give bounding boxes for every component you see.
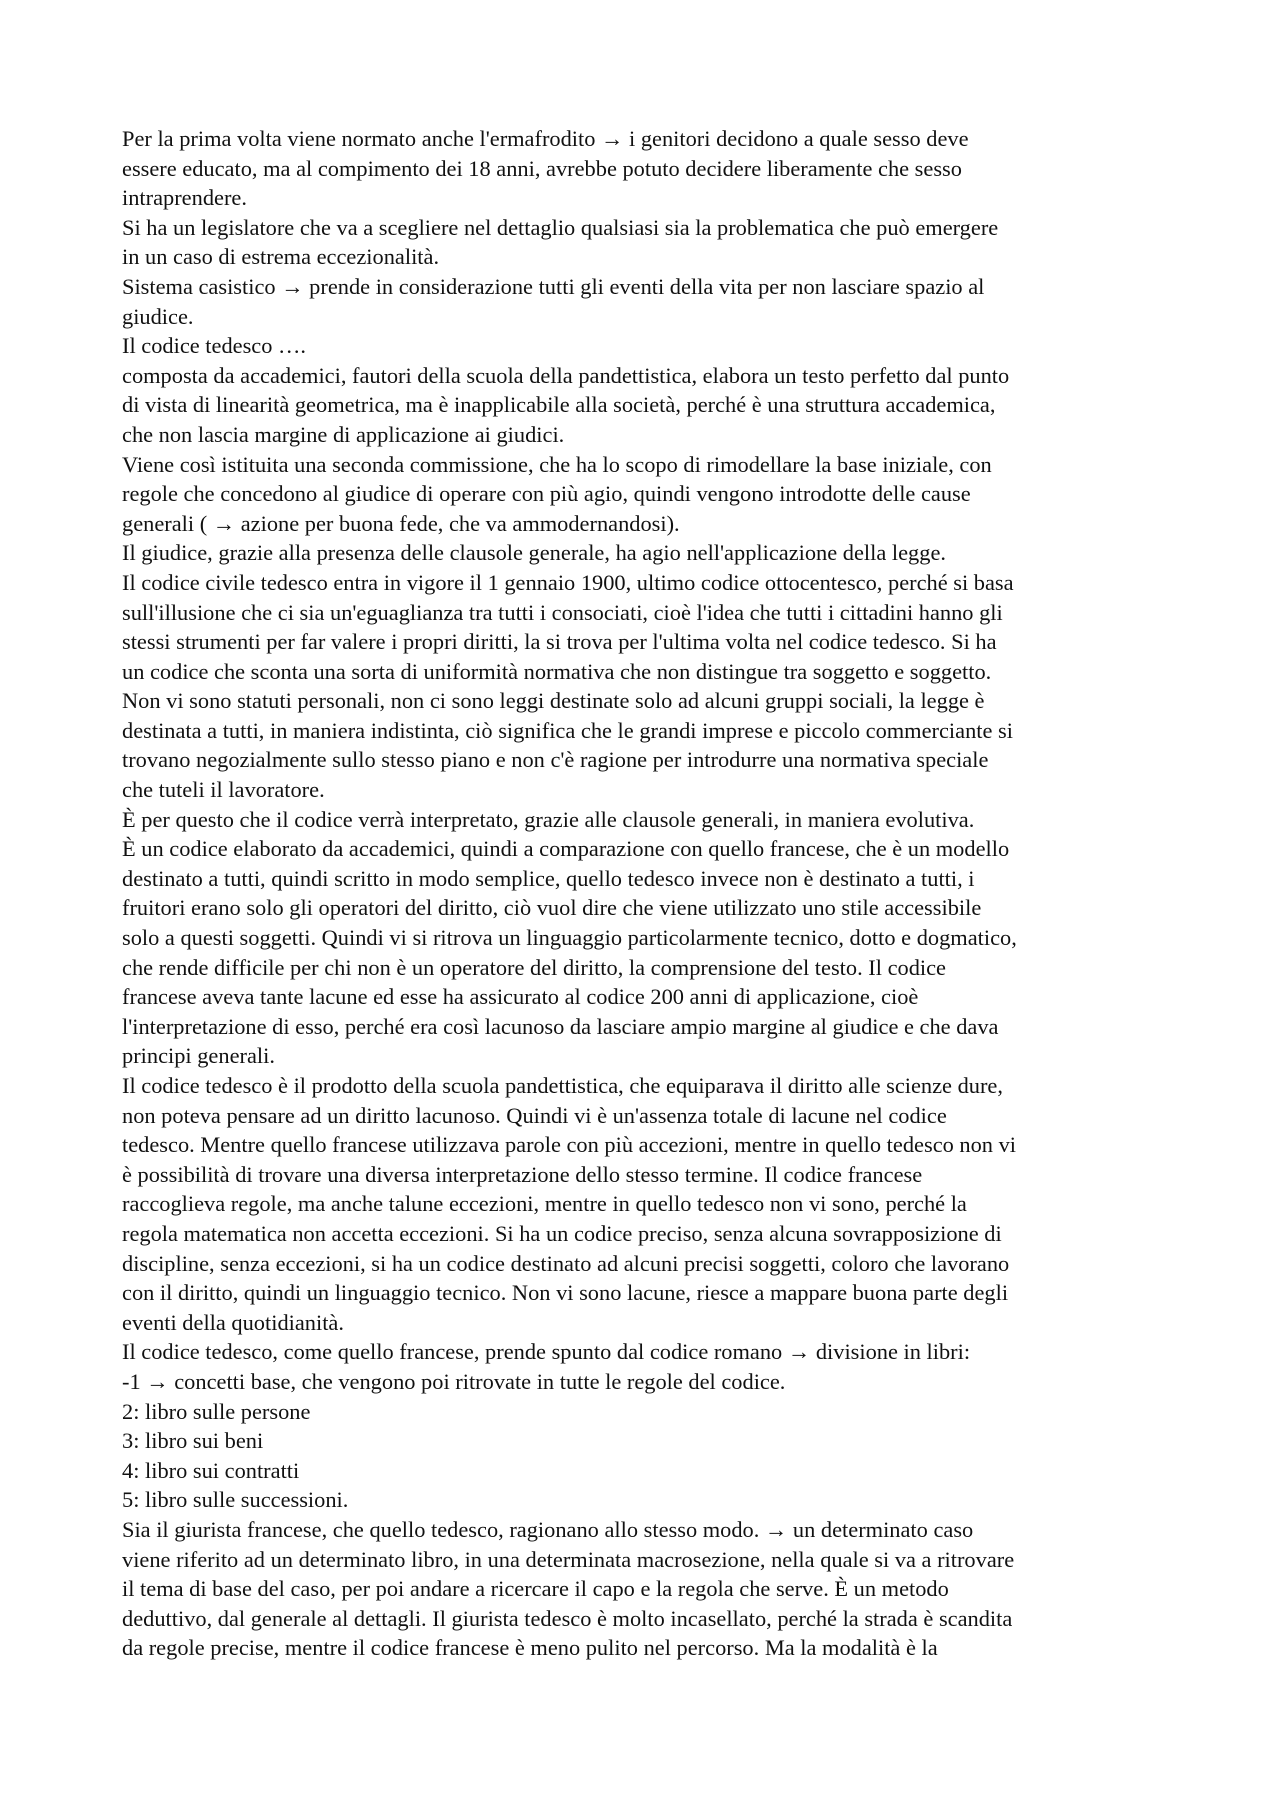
text-line: 4: libro sui contratti bbox=[122, 1457, 300, 1483]
text-line: raccoglieva regole, ma anche talune eccezioni, mentre in quello tedesco non vi sono, perché la bbox=[122, 1191, 967, 1217]
text-line: viene riferito ad un determinato libro, in una determinata macrosezione, nella quale si va a ritrovare bbox=[122, 1546, 1015, 1572]
text-line: 5: libro sulle successioni. bbox=[122, 1487, 349, 1513]
text-line: il tema di base del caso, per poi andare a ricercare il capo e la regola che serve. È un metodo bbox=[122, 1576, 949, 1602]
text-line: sull'illusione che ci sia un'eguaglianza tra tutti i consociati, cioè l'idea che tutti i cittadini hanno gli bbox=[122, 599, 1003, 625]
text-line: È per questo che il codice verrà interpretato, grazie alle clausole generali, in maniera evolutiva. bbox=[122, 806, 975, 832]
text-line: Il codice tedesco …. bbox=[122, 333, 307, 359]
text-line: non poteva pensare ad un diritto lacunoso. Quindi vi è un'assenza totale di lacune nel codice bbox=[122, 1102, 947, 1128]
text-line: un codice che sconta una sorta di uniformità normativa che non distingue tra soggetto e soggetto. bbox=[122, 658, 992, 684]
text-line: che rende difficile per chi non è un operatore del diritto, la comprensione del testo. Il codice bbox=[122, 954, 946, 980]
text-line: è possibilità di trovare una diversa interpretazione dello stesso termine. Il codice francese bbox=[122, 1161, 923, 1187]
text-line: destinata a tutti, in maniera indistinta, ciò significa che le grandi imprese e piccolo commerciante si bbox=[122, 717, 1013, 743]
text-line: francese aveva tante lacune ed esse ha assicurato al codice 200 anni di applicazione, cioè bbox=[122, 984, 919, 1010]
text-line: in un caso di estrema eccezionalità. bbox=[122, 244, 440, 270]
text-line: che non lascia margine di applicazione ai giudici. bbox=[122, 421, 565, 447]
text-line: Il codice tedesco, come quello francese, prende spunto dal codice romano → divisione in libri: bbox=[122, 1339, 971, 1365]
text-line: Il codice tedesco è il prodotto della scuola pandettistica, che equiparava il diritto alle scienze dure, bbox=[122, 1073, 1003, 1098]
text-line: che tuteli il lavoratore. bbox=[122, 777, 325, 803]
text-line: regola matematica non accetta eccezioni. Si ha un codice preciso, senza alcuna sovrapposizione di bbox=[122, 1220, 1002, 1246]
text-line: 3: libro sui beni bbox=[122, 1428, 264, 1454]
text-line: Viene così istituita una seconda commissione, che ha lo scopo di rimodellare la base iniziale, con bbox=[122, 451, 992, 477]
text-line: tedesco. Mentre quello francese utilizzava parole con più accezioni, mentre in quello tedesco non vi bbox=[122, 1132, 1017, 1158]
text-line: discipline, senza eccezioni, si ha un codice destinato ad alcuni precisi soggetti, coloro che lavorano bbox=[122, 1250, 1010, 1276]
text-line: fruitori erano solo gli operatori del diritto, ciò vuol dire che viene utilizzato uno stile accessibile bbox=[122, 895, 982, 921]
text-line: Il codice civile tedesco entra in vigore il 1 gennaio 1900, ultimo codice ottocentesco, perché si basa bbox=[122, 569, 1014, 595]
text-line: da regole precise, mentre il codice francese è meno pulito nel percorso. Ma la modalità è la bbox=[122, 1635, 938, 1661]
text-line: regole che concedono al giudice di operare con più agio, quindi vengono introdotte delle cause bbox=[122, 481, 971, 507]
text-line: generali ( → azione per buona fede, che va ammodernandosi). bbox=[122, 510, 680, 536]
text-line: deduttivo, dal generale al dettagli. Il giurista tedesco è molto incasellato, perché la strada è scandita bbox=[122, 1605, 1013, 1631]
text-line: 2: libro sulle persone bbox=[122, 1398, 311, 1424]
text-line: giudice. bbox=[122, 303, 194, 329]
text-line: È un codice elaborato da accademici, quindi a comparazione con quello francese, che è un modello bbox=[122, 836, 1010, 862]
text-line: di vista di linearità geometrica, ma è inapplicabile alla società, perché è una struttura accademica, bbox=[122, 392, 996, 418]
text-line: Il giudice, grazie alla presenza delle clausole generale, ha agio nell'applicazione della legge. bbox=[122, 540, 946, 566]
text-line: intraprendere. bbox=[122, 185, 247, 211]
text-line: destinato a tutti, quindi scritto in modo semplice, quello tedesco invece non è destinato a tutti, i bbox=[122, 865, 975, 891]
text-line: Sistema casistico → prende in considerazione tutti gli eventi della vita per non lasciare spazio al bbox=[122, 273, 985, 299]
text-line: essere educato, ma al compimento dei 18 anni, avrebbe potuto decidere liberamente che sesso bbox=[122, 155, 962, 181]
text-line: con il diritto, quindi un linguaggio tecnico. Non vi sono lacune, riesce a mappare buona parte degli bbox=[122, 1280, 1009, 1306]
text-line: Per la prima volta viene normato anche l'ermafrodito → i genitori decidono a quale sesso deve bbox=[122, 126, 969, 151]
text-line: trovano negozialmente sullo stesso piano e non c'è ragione per introdurre una normativa speciale bbox=[122, 747, 989, 773]
text-line: stessi strumenti per far valere i propri diritti, la si trova per l'ultima volta nel codice tedesco. Si ha bbox=[122, 629, 997, 655]
text-line: principi generali. bbox=[122, 1043, 275, 1069]
document-page bbox=[122, 124, 1172, 1663]
text-line: Sia il giurista francese, che quello tedesco, ragionano allo stesso modo. → un determinato caso bbox=[122, 1516, 974, 1542]
text-line: Non vi sono statuti personali, non ci sono leggi destinate solo ad alcuni gruppi sociali, la legge è bbox=[122, 688, 985, 714]
text-line: composta da accademici, fautori della scuola della pandettistica, elabora un testo perfetto dal punto bbox=[122, 362, 1010, 388]
text-line: -1 → concetti base, che vengono poi ritrovate in tutte le regole del codice. bbox=[122, 1368, 786, 1394]
text-line: l'interpretazione di esso, perché era così lacunoso da lasciare ampio margine al giudice e che dava bbox=[122, 1013, 999, 1039]
text-line: Si ha un legislatore che va a scegliere nel dettaglio qualsiasi sia la problematica che può emergere bbox=[122, 214, 999, 240]
text-line: eventi della quotidianità. bbox=[122, 1309, 344, 1335]
text-line: solo a questi soggetti. Quindi vi si ritrova un linguaggio particolarmente tecnico, dotto e dogmatico, bbox=[122, 925, 1017, 951]
